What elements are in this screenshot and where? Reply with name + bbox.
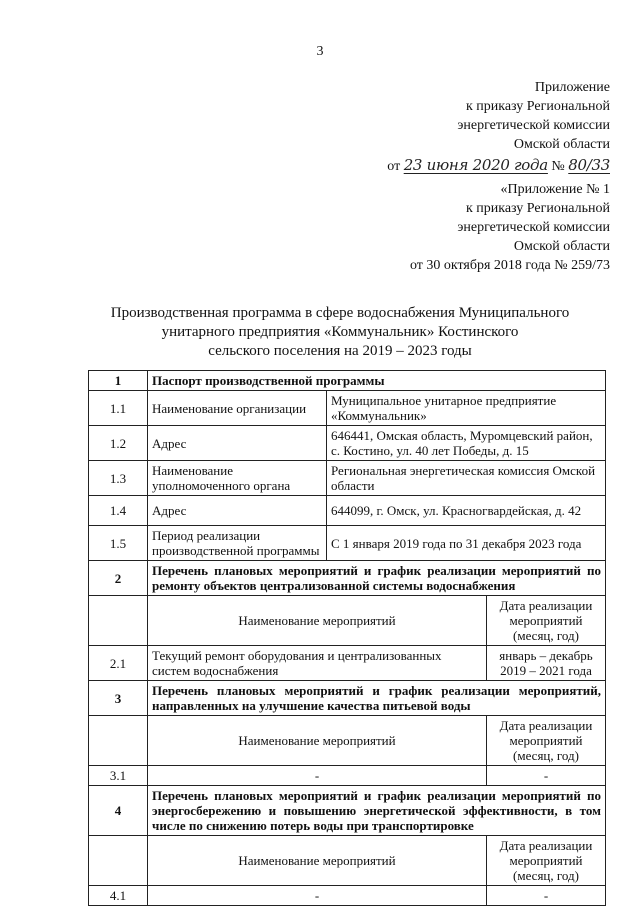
column-header-row [89, 596, 606, 646]
table-row [89, 766, 606, 786]
title-line: сельского поселения на 2019 – 2023 годы [208, 343, 472, 359]
section-number: 1 [89, 371, 148, 391]
row-value: С 1 января 2019 года по 31 декабря 2023 года [327, 526, 606, 561]
row-number: 3.1 [89, 766, 148, 786]
section-header-row [89, 786, 606, 836]
appendix-line: к приказу Региональной [465, 99, 610, 114]
row-number: 1.2 [89, 426, 148, 461]
row-number: 1.4 [89, 496, 148, 526]
table-row [89, 526, 606, 561]
column-header-name: Наименование мероприятий [148, 596, 487, 645]
measure-name: - [148, 886, 487, 905]
row-label: Адрес [148, 496, 327, 526]
section-heading: Перечень плановых мероприятий и график реализации мероприятий, направленных на улучшение качества питьевой воды [148, 681, 606, 716]
row-number: 1.5 [89, 526, 148, 561]
table-row [89, 391, 606, 426]
column-header-row [89, 716, 606, 766]
section-heading: Перечень плановых мероприятий и график реализации мероприятий по ремонту объектов централизованной системы водоснабжения [148, 561, 606, 596]
section-number: 2 [89, 561, 148, 596]
title-line: Производственная программа в сфере водоснабжения Муниципального [110, 305, 570, 321]
section-number: 4 [89, 786, 148, 836]
measure-date: январь – декабрь 2019 – 2021 года [499, 648, 593, 678]
column-header-date: Дата реализации мероприятий (месяц, год) [499, 838, 593, 883]
handwritten-number: 80/33 [568, 156, 610, 174]
appendix-line: Омской области [513, 239, 610, 254]
page-number: 3 [316, 44, 324, 59]
measure-name: Текущий ремонт оборудования и централизованных систем водоснабжения [148, 646, 487, 680]
table-row [89, 426, 606, 461]
section-header-row [89, 681, 606, 716]
measure-date: - [543, 768, 549, 783]
row-value: 644099, г. Омск, ул. Красногвардейская, д. 42 [327, 496, 606, 526]
title-line: унитарного предприятия «Коммунальник» Костинского [161, 324, 519, 340]
column-header-date: Дата реализации мероприятий (месяц, год) [499, 598, 593, 643]
section-heading: Паспорт производственной программы [148, 371, 606, 391]
row-value: Муниципальное унитарное предприятие «Коммунальник» [327, 391, 606, 426]
row-value: 646441, Омская область, Муромцевский район, с. Костино, ул. 40 лет Победы, д. 15 [327, 426, 606, 461]
section-heading: Перечень плановых мероприятий и график реализации мероприятий по энергосбережению и повышению энергетической эффективности, в том числе по снижению потерь воды при транспортировке [148, 786, 606, 836]
table-row [89, 496, 606, 526]
section-header-row [89, 561, 606, 596]
appendix-current [387, 78, 610, 176]
section-header-row [89, 371, 606, 391]
row-label: Адрес [148, 426, 327, 461]
table-row [89, 646, 606, 681]
table-row [89, 461, 606, 496]
column-header-row [89, 836, 606, 886]
table-row [89, 886, 606, 906]
row-number: 1.1 [89, 391, 148, 426]
number-prefix: № [551, 159, 565, 174]
appendix-line: от 30 октября 2018 года № 259/73 [409, 258, 610, 273]
measure-name: - [148, 766, 487, 785]
row-value: Региональная энергетическая комиссия Омской области [327, 461, 606, 496]
document-title [80, 304, 600, 361]
appendix-line: Приложение [534, 80, 610, 95]
program-table [88, 370, 606, 906]
column-header-date: Дата реализации мероприятий (месяц, год) [499, 718, 593, 763]
row-label: Наименование организации [148, 391, 327, 426]
handwritten-date: 23 июня 2020 года [403, 156, 548, 174]
appendix-date-line [387, 156, 610, 176]
date-prefix: от [387, 159, 401, 174]
measure-date: - [543, 888, 549, 903]
appendix-line: к приказу Региональной [465, 201, 610, 216]
row-number: 2.1 [89, 646, 148, 681]
appendix-line: «Приложение № 1 [500, 182, 610, 197]
section-number: 3 [89, 681, 148, 716]
row-number: 1.3 [89, 461, 148, 496]
appendix-previous [410, 180, 610, 275]
column-header-name: Наименование мероприятий [148, 836, 487, 885]
row-label: Период реализации производственной программы [148, 526, 327, 561]
appendix-line: энергетической комиссии [457, 118, 610, 133]
appendix-line: энергетической комиссии [457, 220, 610, 235]
row-label: Наименование уполномоченного органа [148, 461, 327, 496]
row-number: 4.1 [89, 886, 148, 906]
column-header-name: Наименование мероприятий [148, 716, 487, 765]
appendix-line: Омской области [513, 137, 610, 152]
